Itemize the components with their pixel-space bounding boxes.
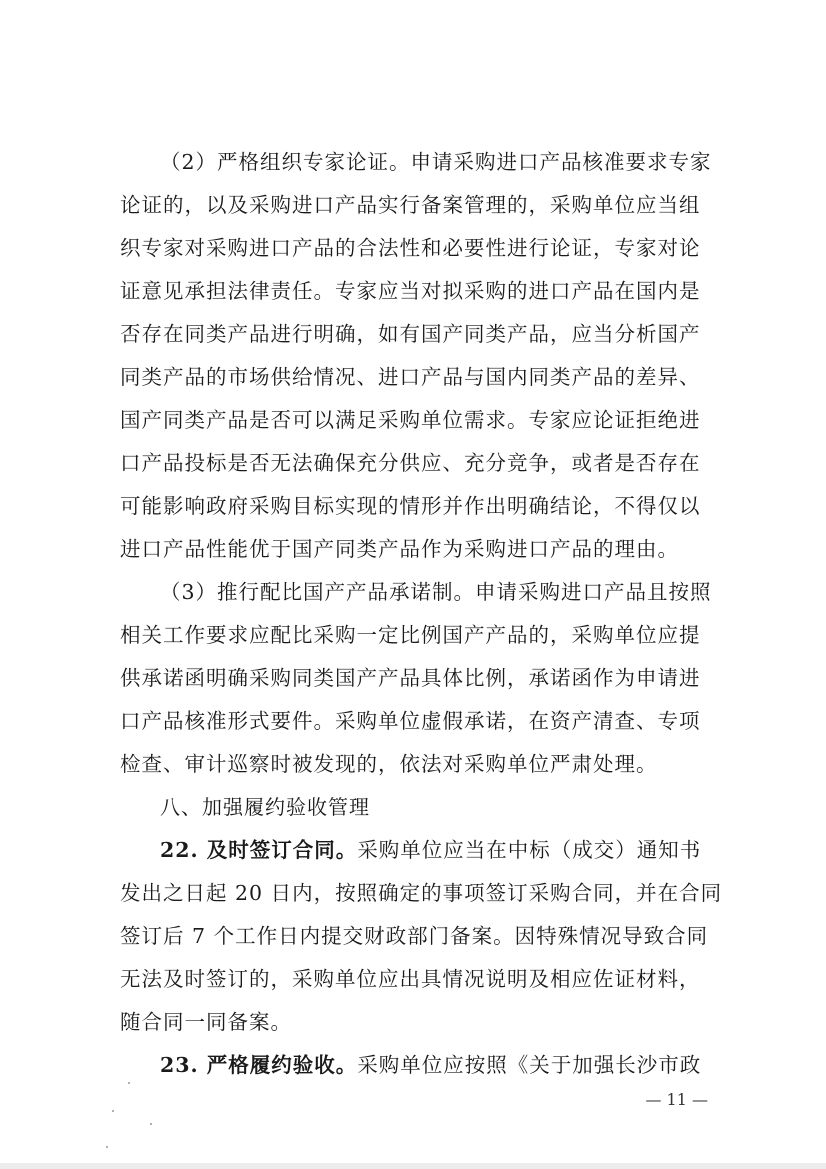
paragraph-line: 进口产品性能优于国产同类产品作为采购进口产品的理由。 xyxy=(120,537,679,561)
paragraph-line: 随合同一同备案。 xyxy=(120,1010,292,1034)
page-bottom-edge xyxy=(0,1163,826,1169)
scan-speck xyxy=(112,1110,114,1112)
paragraph-line: 国产同类产品是否可以满足采购单位需求。专家应论证拒绝进 xyxy=(120,408,701,432)
item-23-text: 采购单位应按照《关于加强长沙市政 xyxy=(357,1053,702,1077)
item-23-title: 23. 严格履约验收。 xyxy=(160,1053,358,1077)
paragraph-line: 检查、审计巡察时被发现的，依法对采购单位严肃处理。 xyxy=(120,752,658,776)
item-23-first-line xyxy=(160,1053,710,1077)
paragraph-line: 口产品投标是否无法确保充分供应、充分竞争，或者是否存在 xyxy=(120,451,701,475)
paragraph-line: 可能影响政府采购目标实现的情形并作出明确结论，不得仅以 xyxy=(120,494,701,518)
page-number: — 11 — xyxy=(645,1090,708,1109)
paragraph-line: 供承诺函明确采购同类国产产品具体比例，承诺函作为申请进 xyxy=(120,666,701,690)
paragraph-line: （3）推行配比国产产品承诺制。申请采购进口产品且按照 xyxy=(160,580,712,604)
paragraph-line: 同类产品的市场供给情况、进口产品与国内同类产品的差异、 xyxy=(120,365,701,389)
paragraph-line: 论证的，以及采购进口产品实行备案管理的，采购单位应当组 xyxy=(120,193,701,217)
paragraph-line: 签订后 7 个工作日内提交财政部门备案。因特殊情况导致合同 xyxy=(120,924,709,948)
paragraph-line: 证意见承担法律责任。专家应当对拟采购的进口产品在国内是 xyxy=(120,279,701,303)
item-22-title: 22. 及时签订合同。 xyxy=(160,838,358,862)
paragraph-line: 口产品核准形式要件。采购单位虚假承诺，在资产清查、专项 xyxy=(120,709,701,733)
paragraph-line: 无法及时签订的，采购单位应出具情况说明及相应佐证材料， xyxy=(120,967,701,991)
scan-speck xyxy=(106,1146,108,1148)
paragraph-line: （2）严格组织专家论证。申请采购进口产品核准要求专家 xyxy=(160,150,712,174)
item-22-first-line xyxy=(160,838,710,862)
paragraph-line: 发出之日起 20 日内，按照确定的事项签订采购合同，并在合同 xyxy=(120,881,723,905)
scan-speck xyxy=(128,1082,130,1084)
paragraph-line: 织专家对采购进口产品的合法性和必要性进行论证，专家对论 xyxy=(120,236,701,260)
paragraph-line: 相关工作要求应配比采购一定比例国产产品的，采购单位应提 xyxy=(120,623,701,647)
section-heading: 八、加强履约验收管理 xyxy=(160,795,370,819)
paragraph-line: 否存在同类产品进行明确，如有国产同类产品，应当分析国产 xyxy=(120,322,701,346)
scan-speck xyxy=(150,1123,152,1125)
item-22-text: 采购单位应当在中标（成交）通知书 xyxy=(357,838,702,862)
